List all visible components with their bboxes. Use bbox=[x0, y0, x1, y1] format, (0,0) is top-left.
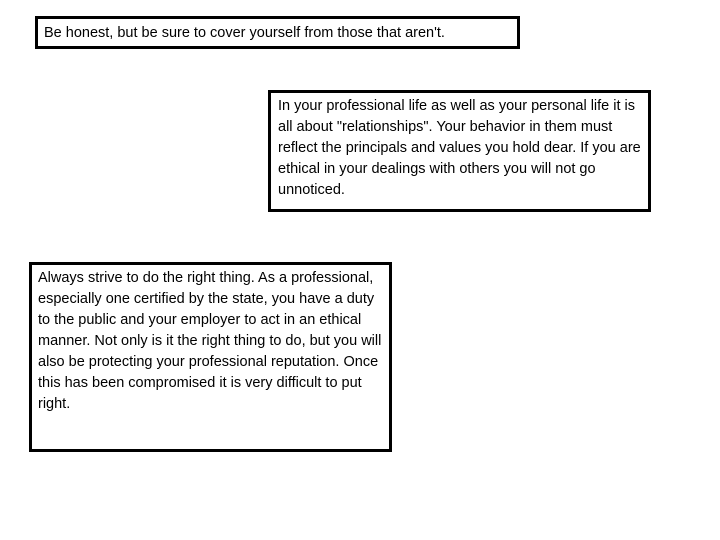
honesty-note-box bbox=[35, 16, 520, 49]
right-thing-note-text: Always strive to do the right thing. As a professional, especially one certified by the state, you have a duty to the public and your employer to act in an ethical manner. Not only is it the right thing to do, but you will also be protecting your professional reputation. Once this has been compromised it is very difficult to put right. bbox=[38, 270, 382, 412]
honesty-note-text: Be honest, but be sure to cover yourself from those that aren't. bbox=[44, 25, 445, 41]
relationships-note-box bbox=[268, 90, 651, 212]
right-thing-note-box bbox=[29, 262, 392, 452]
relationships-note-text: In your professional life as well as your personal life it is all about "relationships". Your behavior in them must reflect the principals and values you hold dear. If you are ethical in your dealings with others you will not go unnoticed. bbox=[278, 98, 641, 198]
